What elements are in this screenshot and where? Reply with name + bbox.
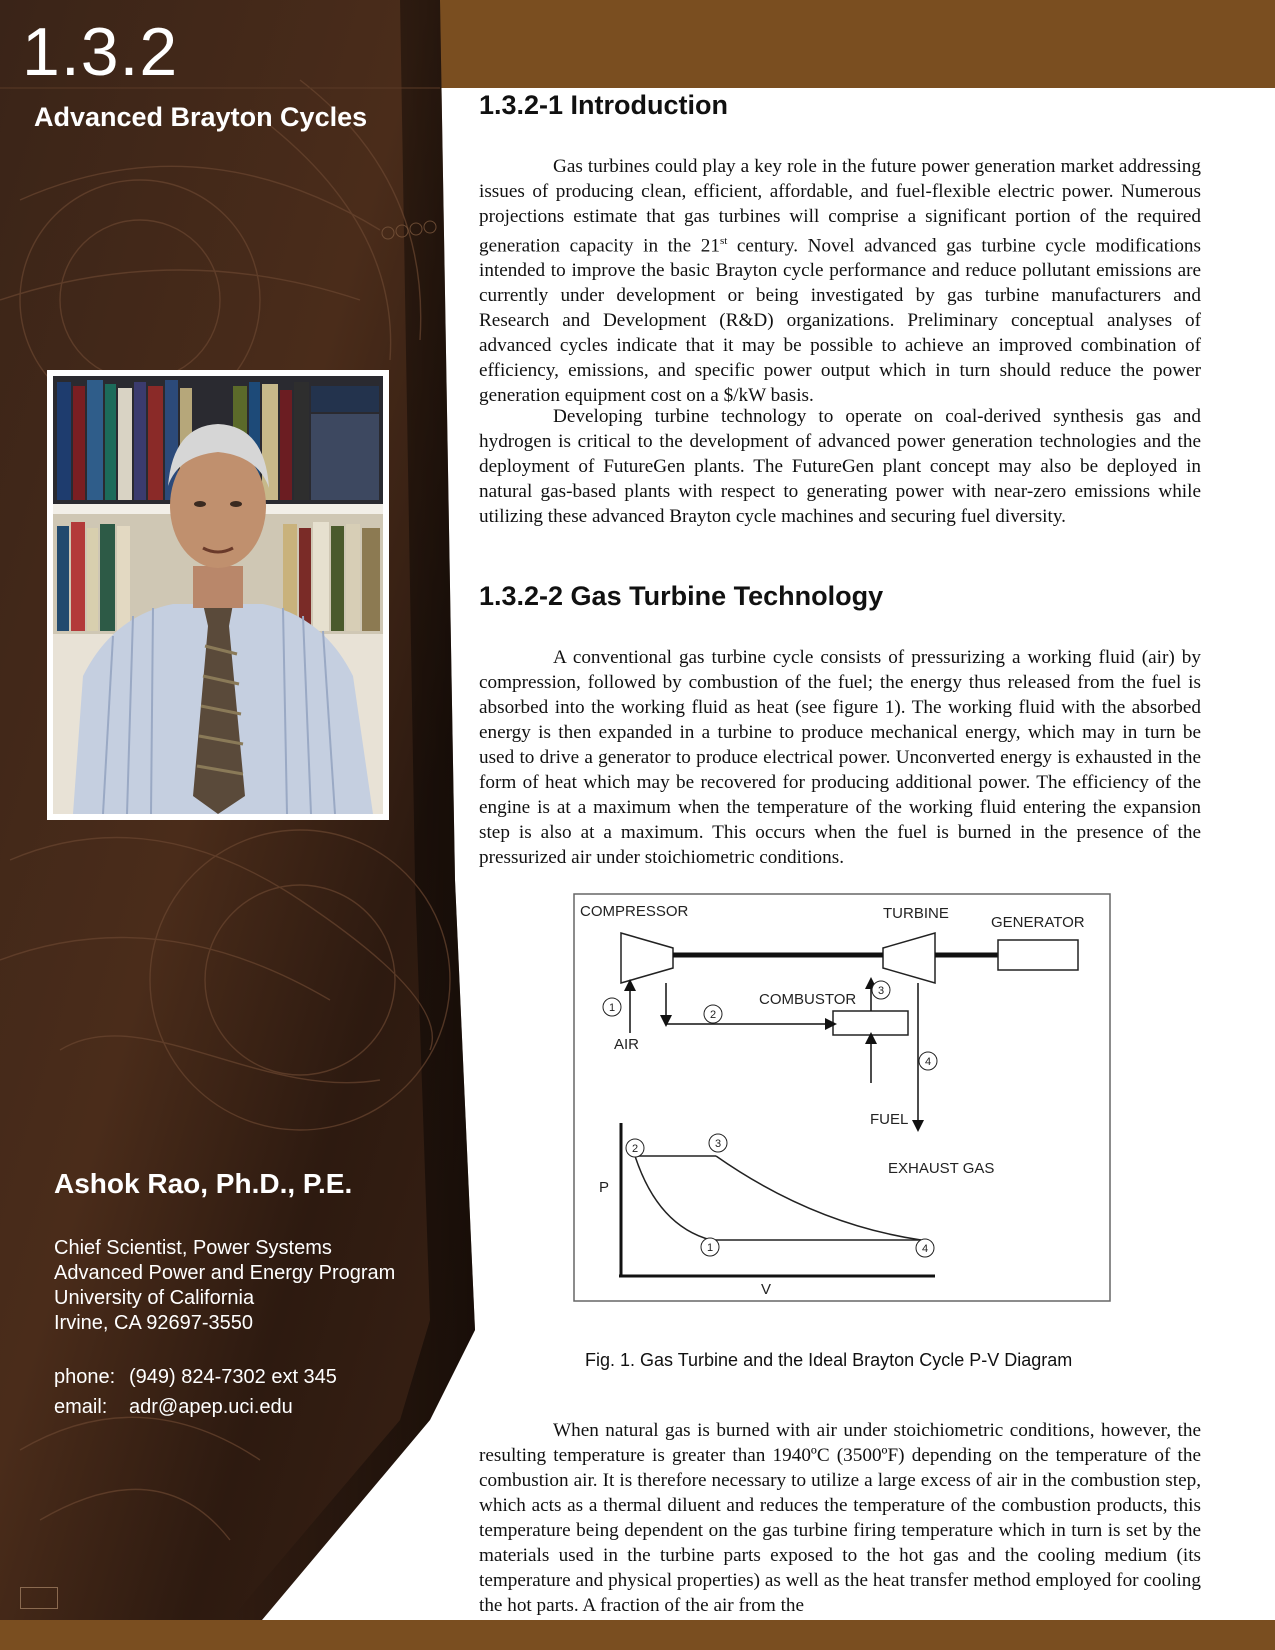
state-label-3: 3 [877, 985, 885, 997]
section-number: 1.3.2 [22, 14, 179, 90]
author-affiliation [54, 1236, 395, 1336]
generator-shape [998, 940, 1078, 970]
introduction-paragraph-1 [479, 154, 1201, 408]
author-contact [54, 1362, 337, 1422]
figure-gas-turbine-diagram [573, 893, 1111, 1303]
affiliation-line: Irvine, CA 92697-3550 [54, 1312, 254, 1334]
technology-paragraph-2 [479, 1418, 1201, 1618]
affiliation-line: University of California [54, 1287, 255, 1309]
pv-state-label-4: 4 [921, 1243, 929, 1255]
air-label: AIR [614, 1036, 640, 1053]
p-axis-label: P [599, 1179, 610, 1196]
tech-p2-text: When natural gas is burned with air under stoichiometric conditions, however, the resulting temperature is greater than 1940ºC (3500ºF) depending on the temperature of the combustion air. It is therefore necessary to utilize a large excess of air in the combustion step, which acts as a thermal diluent and reduces the temperature of the combustion products, this temperature being dependent on the gas turbine firing temperature which in turn is set by the materials used in the turbine parts exposed to the hot gas and the cooling medium (its temperature and physical properties) as well as the heat transfer method employed for cooling the hot parts. A fraction of the air from the [479, 1420, 1201, 1616]
state-label-2: 2 [709, 1009, 717, 1021]
turbine-label: TURBINE [883, 905, 949, 922]
pv-state-label-1: 1 [706, 1242, 714, 1254]
state-label-4: 4 [924, 1056, 932, 1068]
introduction-heading: 1.3.2-1 Introduction [479, 90, 729, 120]
section-title: Advanced Brayton Cycles [34, 102, 368, 132]
compressor-label: COMPRESSOR [580, 903, 689, 920]
pv-state-label-3: 3 [714, 1138, 722, 1150]
email-row [54, 1392, 337, 1422]
tech-p1-text: A conventional gas turbine cycle consists of pressurizing a working fluid (air) by compression, followed by combustion of the fuel; the energy thus released from the fuel is absorbed into the working fluid as heat (see figure 1). The working fluid with the absorbed energy is then expanded in a turbine to produce mechanical energy, which may in turn be used to drive a generator to produce electrical power. Unconverted energy is exhausted in the form of heat which may be recovered for producing additional power. The efficiency of the engine is at a maximum when the temperature of the working fluid entering the expansion step is also at a maximum. This occurs when the fuel is burned in the presence of the pressurized air under stoichiometric conditions. [479, 647, 1201, 868]
figure-caption: Fig. 1. Gas Turbine and the Ideal Brayton Cycle P-V Diagram [585, 1350, 1073, 1370]
author-portrait-image [53, 376, 383, 814]
phone-number: (949) 824-7302 ext 345 [129, 1366, 337, 1388]
email-address[interactable]: adr@apep.uci.edu [129, 1396, 293, 1418]
intro-p1-superscript: st [719, 235, 728, 247]
author-name: Ashok Rao, Ph.D., P.E. [54, 1168, 353, 1199]
sidebar [0, 0, 475, 1650]
pv-state-label-2: 2 [631, 1143, 639, 1155]
author-photo [47, 370, 389, 820]
v-axis-label: V [761, 1281, 772, 1298]
corner-marker [20, 1587, 58, 1609]
technology-paragraph-1 [479, 645, 1201, 870]
email-label: email: [54, 1396, 108, 1418]
intro-p1-text-b: century. Novel advanced gas turbine cycle modifications intended to improve the basic Brayton cycle performance and reduce pollutant emissions are currently under development or being investigated by gas turbine manufacturers and Research and Development (R&D) organizations. Preliminary conceptual analyses of advanced cycles indicate that it may be possible to achieve an improved combination of efficiency, emissions, and specific power output which in turn should reduce the power generation equipment cost on a $/kW basis. [479, 235, 1201, 407]
fuel-label: FUEL [870, 1111, 909, 1128]
phone-label: phone: [54, 1366, 116, 1388]
phone-row [54, 1362, 337, 1392]
generator-label: GENERATOR [991, 914, 1085, 931]
state-label-1: 1 [608, 1002, 616, 1014]
affiliation-line: Advanced Power and Energy Program [54, 1262, 396, 1284]
introduction-paragraph-2 [479, 404, 1201, 529]
technology-heading: 1.3.2-2 Gas Turbine Technology [479, 581, 884, 611]
affiliation-line: Chief Scientist, Power Systems [54, 1237, 332, 1259]
exhaust-gas-label: EXHAUST GAS [888, 1160, 995, 1177]
intro-p1-text-a: Gas turbines could play a key role in the future power generation market addressing issues of producing clean, efficient, affordable, and fuel-flexible electric power. Numerous projections estimate that gas turbines will comprise a significant portion of the required generation capacity in the 21 [479, 156, 1201, 257]
intro-p2-text: Developing turbine technology to operate on coal-derived synthesis gas and hydrogen is critical to the development of advanced power generation technologies and the deployment of FutureGen plants. The FutureGen plant concept may also be deployed in natural gas-based plants with respect to generating power with near-zero emissions while utilizing these advanced Brayton cycle machines and securing fuel diversity. [479, 406, 1201, 527]
combustor-label: COMBUSTOR [759, 991, 857, 1008]
combustor-shape [833, 1011, 908, 1035]
